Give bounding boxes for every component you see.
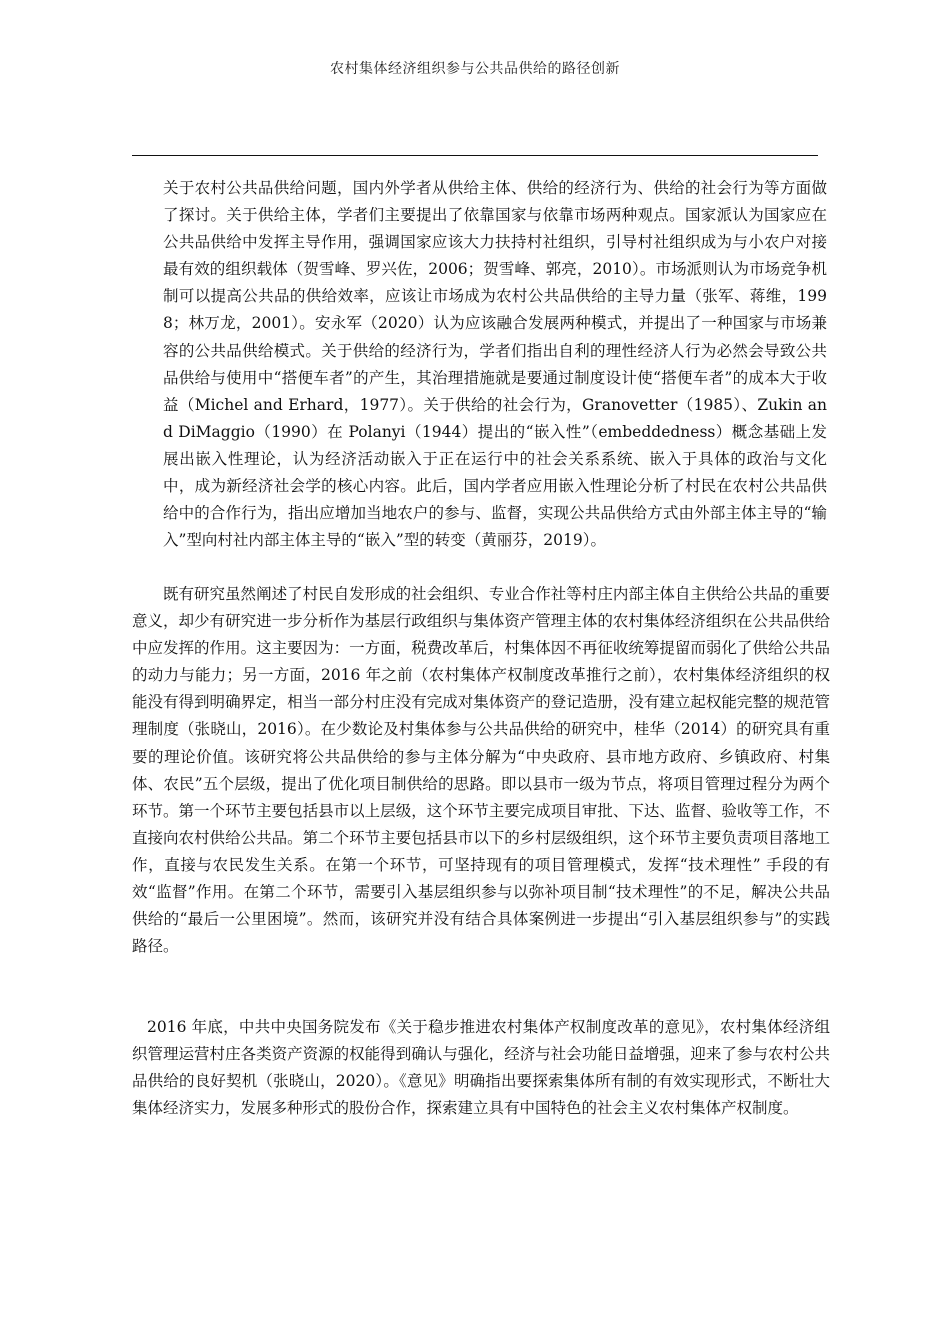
body-paragraph-2: 既有研究虽然阐述了村民自发形成的社会组织、专业合作社等村庄内部主体自主供给公共品的重要意义，却少有研究进一步分析作为基层行政组织与集体资产管理主体的农村集体经济组织在公共品供给中应发挥的作用。这主要因为：一方面，税费改革后，村集体因不再征收统筹提留而弱化了供给公共品的动力与能力；另一方面，2016 年之前（农村集体产权制度改革推行之前），农村集体经济组织的权能没有得到明确界定，相当一部分村庄没有完成对集体资产的登记造册，没有建立起权能完整的规范管理制度（张晓山，2016）。在少数论及村集体参与公共品供给的研究中，桂华（2014）的研究具有重要的理论价值。该研究将公共品供给的参与主体分解为“中央政府、县市地方政府、乡镇政府、村集体、农民”五个层级，提出了优化项目制供给的思路。即以县市一级为节点，将项目管理过程分为两个环节。第一个环节主要包括县市以上层级，这个环节主要完成项目审批、下达、监督、验收等工作，不直接向农村供给公共品。第二个环节主要包括县市以下的乡村层级组织，这个环节主要负责项目落地工作，直接与农民发生关系。在第一个环节，可坚持现有的项目管理模式，发挥“技术理性” 手段的有效“监督”作用。在第二个环节，需要引入基层组织参与以弥补项目制“技术理性”的不足，解决公共品供给的“最后一公里困境”。然而，该研究并没有结合具体案例进一步提出“引入基层组织参与”的实践路径。	[132, 585, 830, 956]
body-paragraph-1: 关于农村公共品供给问题，国内外学者从供给主体、供给的经济行为、供给的社会行为等方面做了探讨。关于供给主体，学者们主要提出了依靠国家与依靠市场两种观点。国家派认为国家应在公共品供给中发挥主导作用，强调国家应该大力扶持村社组织，引导村社组织成为与小农户对接最有效的组织载体（贺雪峰、罗兴佐，2006；贺雪峰、郭亮，2010）。市场派则认为市场竞争机制可以提高公共品的供给效率，应该让市场成为农村公共品供给的主导力量（张军、蒋维，1998；林万龙，2001）。安永军（2020）认为应该融合发展两种模式，并提出了一种国家与市场兼容的公共品供给模式。关于供给的经济行为，学者们指出自利的理性经济人行为必然会导致公共品供给与使用中“搭便车者”的产生，其治理措施就是要通过制度设计使“搭便车者”的成本大于收益（Michel and Erhard，1977）。关于供给的社会行为，Granovetter（1985）、Zukin and DiMaggio（1990）在 Polanyi（1944）提出的“嵌入性”（embeddedness）概念基础上发展出嵌入性理论，认为经济活动嵌入于正在运行中的社会关系系统、嵌入于具体的政治与文化中，成为新经济社会学的核心内容。此后，国内学者应用嵌入性理论分析了村民在农村公共品供给中的合作行为，指出应增加当地农户的参与、监督，实现公共品供给方式由外部主体主导的“输入”型向村社内部主体主导的“嵌入”型的转变（黄丽芬，2019）。	[163, 179, 827, 550]
header-rule	[132, 155, 818, 156]
running-header: 农村集体经济组织参与公共品供给的路径创新	[330, 61, 620, 77]
body-paragraph-3: 2016 年底，中共中央国务院发布《关于稳步推进农村集体产权制度改革的意见》，农村集体经济组织管理运营村庄各类资产资源的权能得到确认与强化，经济与社会功能日益增强，迎来了参与农村公共品供给的良好契机（张晓山，2020）。《意见》明确指出要探索集体所有制的有效实现形式，不断壮大集体经济实力，发展多种形式的股份合作，探索建立具有中国特色的社会主义农村集体产权制度。	[132, 1018, 830, 1118]
